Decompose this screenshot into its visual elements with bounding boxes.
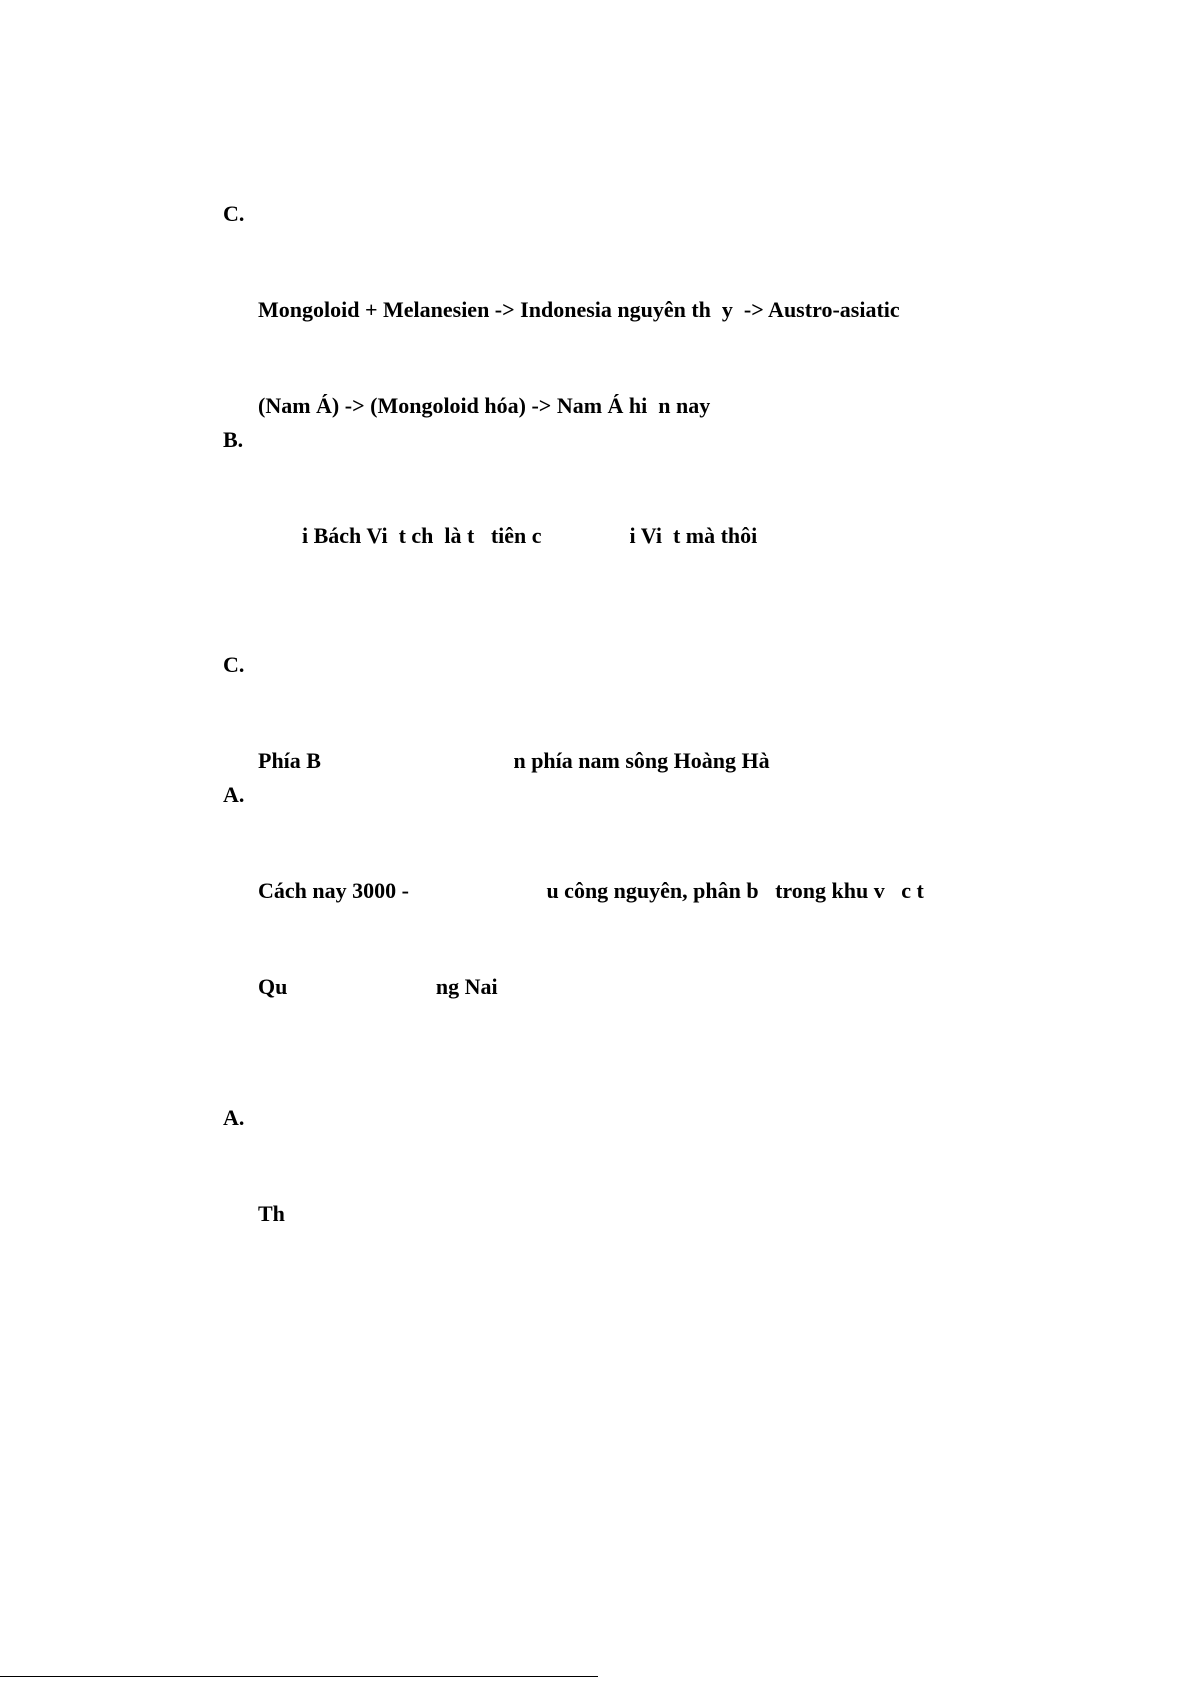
option-text-line: (Nam Á) -> (Mongoloid hóa) -> Nam Á hi n nay <box>258 393 711 418</box>
answer-option-4 <box>223 779 924 1035</box>
answer-option-1 <box>223 198 900 454</box>
option-text-line: Th <box>258 1201 285 1226</box>
option-text-line: Cách nay 3000 - u công nguyên, phân b trong khu v c t <box>258 878 924 903</box>
option-text-line: Phía B n phía nam sông Hoàng Hà <box>258 748 770 773</box>
option-letter: B. <box>223 427 244 452</box>
option-text-line: Qu ng Nai <box>258 974 498 999</box>
footnote-divider <box>0 1676 598 1677</box>
option-letter: A. <box>223 1105 245 1130</box>
option-letter: A. <box>223 782 245 807</box>
option-text-line: Mongoloid + Melanesien -> Indonesia nguyên th y -> Austro-asiatic <box>258 297 900 322</box>
answer-option-2 <box>223 424 757 584</box>
answer-option-5 <box>223 1102 285 1262</box>
option-text-line: i Bách Vi t ch là t tiên c i Vi t mà thôi <box>258 523 758 548</box>
option-letter: C. <box>223 201 245 226</box>
option-letter: C. <box>223 652 245 677</box>
